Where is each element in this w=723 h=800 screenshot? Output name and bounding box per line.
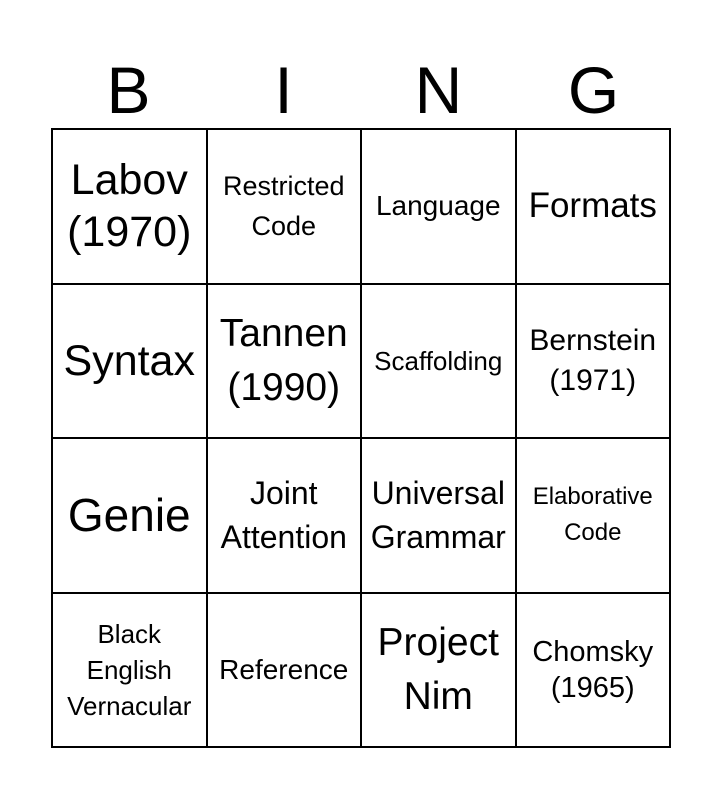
cell-label: Formats bbox=[528, 186, 657, 226]
cell-label: Universal Grammar bbox=[370, 475, 506, 556]
bingo-cell[interactable] bbox=[517, 285, 672, 440]
bingo-cell[interactable] bbox=[362, 594, 517, 749]
bingo-cell[interactable] bbox=[517, 439, 672, 594]
cell-label: Language bbox=[375, 190, 501, 222]
cell-label: Genie bbox=[67, 489, 191, 542]
bingo-cell[interactable] bbox=[517, 130, 672, 285]
cell-label: Chomsky (1965) bbox=[532, 635, 654, 704]
cell-label: Black English Vernacular bbox=[67, 618, 192, 721]
cell-label: Tannen (1990) bbox=[219, 311, 348, 409]
bingo-cell[interactable] bbox=[362, 130, 517, 285]
cell-label: Elaborative Code bbox=[532, 483, 653, 547]
bingo-cell[interactable] bbox=[208, 130, 363, 285]
cell-label: Syntax bbox=[63, 336, 195, 385]
bingo-cell[interactable] bbox=[362, 285, 517, 440]
bingo-header bbox=[51, 52, 671, 128]
bingo-board bbox=[51, 128, 671, 748]
header-letter-b: B bbox=[106, 53, 151, 127]
bingo-cell[interactable] bbox=[208, 439, 363, 594]
header-letter-i: I bbox=[274, 53, 293, 127]
cell-label: Labov (1970) bbox=[67, 156, 192, 257]
cell-label: Restricted Code bbox=[222, 171, 345, 242]
header-letter-g: G bbox=[567, 53, 620, 127]
bingo-cell[interactable] bbox=[53, 130, 208, 285]
bingo-cell[interactable] bbox=[53, 594, 208, 749]
bingo-cell[interactable] bbox=[53, 285, 208, 440]
cell-label: Scaffolding bbox=[374, 345, 503, 376]
cell-label: Project Nim bbox=[377, 620, 499, 718]
bingo-cell[interactable] bbox=[208, 285, 363, 440]
cell-label: Reference bbox=[219, 653, 349, 685]
bingo-cell[interactable] bbox=[208, 594, 363, 749]
header-letter-n: N bbox=[414, 53, 463, 127]
bingo-cell[interactable] bbox=[362, 439, 517, 594]
bingo-cell[interactable] bbox=[517, 594, 672, 749]
cell-label: Joint Attention bbox=[220, 475, 347, 556]
cell-label: Bernstein (1971) bbox=[529, 323, 657, 397]
bingo-cell[interactable] bbox=[53, 439, 208, 594]
